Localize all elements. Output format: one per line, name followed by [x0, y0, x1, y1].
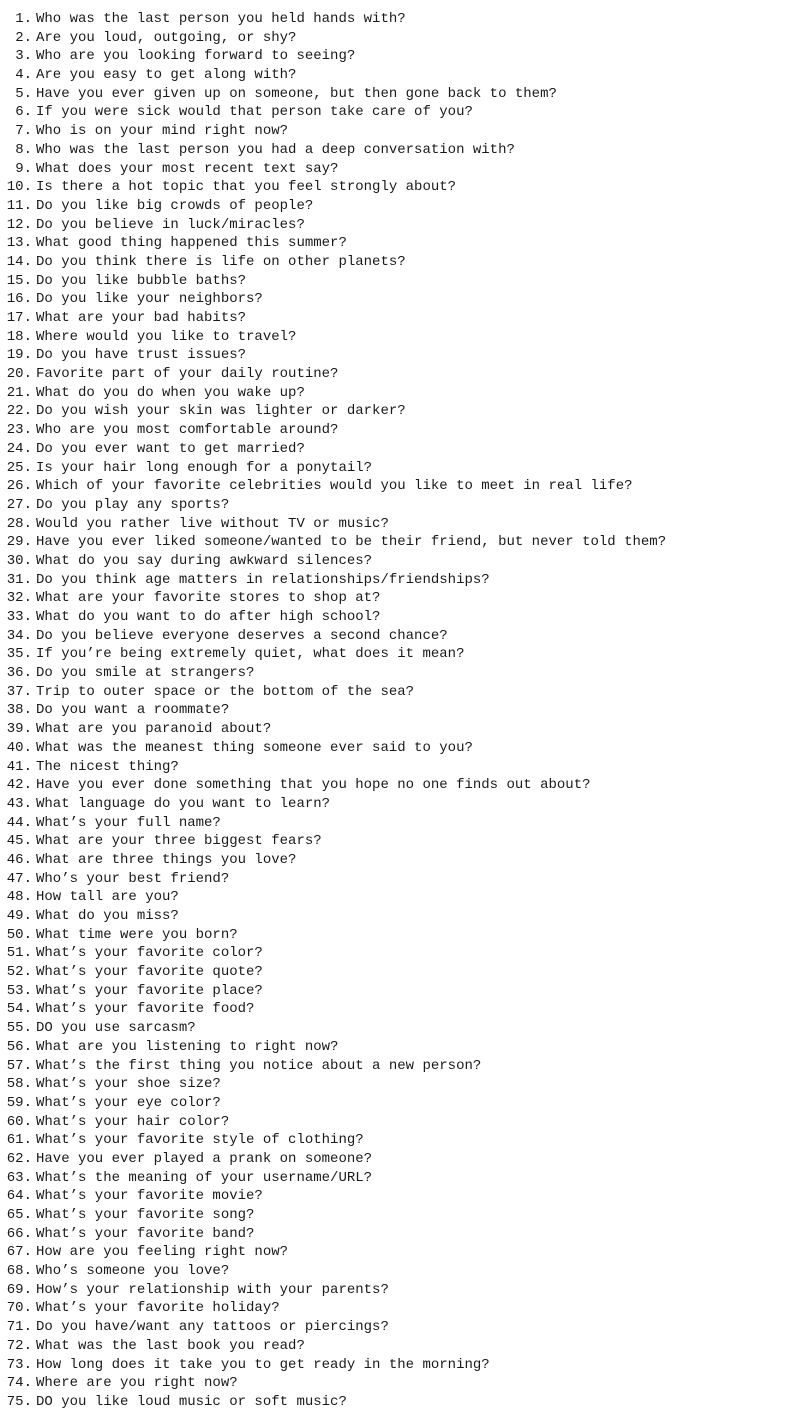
list-item: [0, 103, 788, 122]
question-number: 15.: [6, 272, 32, 289]
question-number: 54.: [6, 1001, 32, 1018]
question-text: What are your bad habits?: [36, 310, 247, 326]
question-text: Is there a hot topic that you feel strongly about?: [36, 179, 457, 196]
question-number: 24.: [6, 440, 32, 457]
list-item: [0, 234, 788, 253]
question-text: What’s your favorite movie?: [36, 1188, 263, 1205]
question-text: Do you like your neighbors?: [36, 291, 263, 308]
list-item: [0, 346, 788, 365]
question-number: 43.: [6, 795, 32, 812]
question-text: Do you play any sports?: [36, 496, 230, 513]
list-item: [0, 627, 788, 646]
question-number: 38.: [6, 702, 32, 719]
question-text: What are your favorite stores to shop at?: [36, 590, 381, 607]
question-number: 46.: [6, 851, 32, 868]
question-number: 72.: [6, 1337, 32, 1354]
question-text: How are you feeling right now?: [36, 1244, 289, 1261]
question-number: 70.: [6, 1300, 32, 1317]
question-text: Have you ever played a prank on someone?: [36, 1150, 373, 1167]
question-number: 65.: [6, 1207, 32, 1223]
question-text: What’s your hair color?: [36, 1113, 230, 1130]
list-item: [0, 589, 788, 608]
question-text: Are you loud, outgoing, or shy?: [36, 29, 297, 46]
question-number: 64.: [6, 1188, 32, 1205]
list-item: [0, 795, 788, 814]
question-text: What are three things you love?: [36, 851, 297, 868]
list-item: [0, 963, 788, 982]
question-number: 75.: [6, 1393, 32, 1410]
question-number: 1.: [15, 11, 32, 27]
question-number: 52.: [6, 964, 32, 981]
list-item: [0, 1187, 788, 1206]
list-item: [0, 496, 788, 515]
question-number: 51.: [6, 945, 32, 962]
question-number: 59.: [6, 1094, 32, 1111]
question-number: 48.: [6, 889, 32, 906]
question-number: 37.: [6, 683, 32, 700]
list-item: [0, 814, 788, 833]
question-text: Where would you like to travel?: [36, 328, 297, 345]
question-number: 61.: [6, 1132, 32, 1149]
list-item: [0, 926, 788, 945]
question-text: Do you like big crowds of people?: [36, 197, 314, 214]
list-item: [0, 1113, 788, 1132]
list-item: [0, 309, 788, 328]
question-number: 49.: [6, 908, 32, 924]
question-text: Who was the last person you held hands with?: [36, 11, 406, 27]
list-item: [0, 851, 788, 870]
question-number: 73.: [6, 1356, 32, 1373]
question-text: Have you ever liked someone/wanted to be their friend, but never told them?: [36, 534, 667, 551]
question-number: 71.: [6, 1319, 32, 1336]
list-item: [0, 1206, 788, 1225]
question-text: How long does it take you to get ready in the morning?: [36, 1356, 490, 1373]
list-item: [0, 533, 788, 552]
list-item: [0, 870, 788, 889]
question-text: What do you miss?: [36, 908, 179, 924]
list-item: [0, 1281, 788, 1300]
question-text: Do you like bubble baths?: [36, 272, 247, 289]
list-item: [0, 85, 788, 104]
list-item: [0, 1057, 788, 1076]
list-item: [0, 384, 788, 403]
question-text: What’s your favorite color?: [36, 945, 263, 962]
question-number: 45.: [6, 833, 32, 850]
question-number: 36.: [6, 665, 32, 682]
list-item: [0, 645, 788, 664]
question-text: What do you do when you wake up?: [36, 384, 305, 401]
question-number: 47.: [6, 870, 32, 887]
list-item: [0, 739, 788, 758]
question-text: How tall are you?: [36, 889, 179, 906]
question-text: Would you rather live without TV or music?: [36, 515, 389, 532]
question-number: 67.: [6, 1244, 32, 1261]
list-item: [0, 944, 788, 963]
list-item: [0, 1225, 788, 1244]
list-item: [0, 608, 788, 627]
question-text: Who is on your mind right now?: [36, 123, 289, 140]
list-item: [0, 1075, 788, 1094]
list-item: [0, 571, 788, 590]
question-text: Which of your favorite celebrities would you like to meet in real life?: [36, 478, 633, 495]
question-number: 26.: [6, 478, 32, 495]
list-item: [0, 10, 788, 29]
question-text: Do you have trust issues?: [36, 347, 247, 364]
question-number: 12.: [6, 216, 32, 233]
question-text: What’s your favorite quote?: [36, 964, 263, 981]
question-text: What’s your favorite holiday?: [36, 1300, 280, 1317]
question-number: 3.: [15, 48, 32, 65]
question-text: What do you want to do after high school?: [36, 609, 381, 625]
question-number: 33.: [6, 609, 32, 625]
question-text: Do you believe in luck/miracles?: [36, 216, 305, 233]
question-number: 44.: [6, 814, 32, 831]
list-item: [0, 552, 788, 571]
question-number: 8.: [15, 141, 32, 158]
question-text: The nicest thing?: [36, 758, 179, 775]
question-number: 25.: [6, 459, 32, 476]
question-text: DO you like loud music or soft music?: [36, 1393, 347, 1410]
list-item: [0, 1243, 788, 1262]
list-item: [0, 272, 788, 291]
list-item: [0, 907, 788, 926]
question-number: 40.: [6, 739, 32, 756]
list-item: [0, 328, 788, 347]
list-item: [0, 664, 788, 683]
question-number: 13.: [6, 235, 32, 252]
list-item: [0, 1038, 788, 1057]
question-text: What are your three biggest fears?: [36, 833, 322, 850]
list-item: [0, 1374, 788, 1393]
question-list: [0, 10, 788, 1412]
question-number: 41.: [6, 758, 32, 775]
list-item: [0, 459, 788, 478]
list-item: [0, 365, 788, 384]
question-number: 18.: [6, 328, 32, 345]
question-number: 56.: [6, 1038, 32, 1055]
list-item: [0, 1131, 788, 1150]
question-number: 29.: [6, 534, 32, 551]
question-text: Who are you most comfortable around?: [36, 422, 339, 439]
question-number: 6.: [15, 104, 32, 121]
list-item: [0, 160, 788, 179]
question-number: 28.: [6, 515, 32, 532]
question-text: What are you paranoid about?: [36, 721, 272, 738]
question-number: 63.: [6, 1169, 32, 1186]
list-item: [0, 290, 788, 309]
question-number: 42.: [6, 777, 32, 794]
list-item: [0, 720, 788, 739]
list-item: [0, 197, 788, 216]
list-item: [0, 66, 788, 85]
question-number: 14.: [6, 253, 32, 270]
question-number: 69.: [6, 1281, 32, 1298]
list-item: [0, 982, 788, 1001]
question-text: What time were you born?: [36, 926, 238, 943]
question-number: 35.: [6, 646, 32, 663]
question-text: What was the meanest thing someone ever said to you?: [36, 739, 473, 756]
list-item: [0, 1019, 788, 1038]
question-number: 57.: [6, 1057, 32, 1074]
question-number: 4.: [15, 67, 32, 84]
question-text: Do you ever want to get married?: [36, 440, 305, 457]
question-text: What’s your full name?: [36, 814, 221, 831]
question-number: 16.: [6, 291, 32, 308]
question-text: What was the last book you read?: [36, 1337, 305, 1354]
question-number: 30.: [6, 552, 32, 569]
question-text: What’s the meaning of your username/URL?: [36, 1169, 373, 1186]
question-number: 53.: [6, 982, 32, 999]
list-item: [0, 421, 788, 440]
list-item: [0, 1094, 788, 1113]
question-text: DO you use sarcasm?: [36, 1020, 196, 1037]
list-item: [0, 758, 788, 777]
list-item: [0, 477, 788, 496]
question-text: Are you easy to get along with?: [36, 67, 297, 84]
question-number: 27.: [6, 496, 32, 513]
question-text: Who’s your best friend?: [36, 870, 230, 887]
question-text: What’s your shoe size?: [36, 1076, 221, 1093]
question-number: 11.: [6, 197, 32, 214]
question-number: 23.: [6, 422, 32, 439]
question-number: 31.: [6, 571, 32, 588]
list-item: [0, 832, 788, 851]
question-text: What’s your favorite song?: [36, 1207, 255, 1223]
question-number: 60.: [6, 1113, 32, 1130]
list-item: [0, 1000, 788, 1019]
question-text: Do you think there is life on other planets?: [36, 253, 406, 270]
list-item: [0, 888, 788, 907]
list-item: [0, 701, 788, 720]
list-item: [0, 440, 788, 459]
list-item: [0, 1318, 788, 1337]
question-text: What good thing happened this summer?: [36, 235, 347, 252]
question-text: Do you believe everyone deserves a second chance?: [36, 627, 448, 644]
question-text: What do you say during awkward silences?: [36, 552, 373, 569]
question-text: If you’re being extremely quiet, what does it mean?: [36, 646, 465, 663]
question-text: How’s your relationship with your parents?: [36, 1281, 389, 1298]
question-number: 32.: [6, 590, 32, 607]
question-text: What’s your favorite style of clothing?: [36, 1132, 364, 1149]
question-text: What’s your eye color?: [36, 1094, 221, 1111]
question-number: 7.: [15, 123, 32, 140]
question-number: 17.: [6, 310, 32, 326]
question-text: Do you want a roommate?: [36, 702, 230, 719]
question-text: What’s your favorite food?: [36, 1001, 255, 1018]
list-item: [0, 122, 788, 141]
question-text: Is your hair long enough for a ponytail?: [36, 459, 373, 476]
question-number: 10.: [6, 179, 32, 196]
list-item: [0, 1262, 788, 1281]
question-number: 62.: [6, 1150, 32, 1167]
list-item: [0, 1356, 788, 1375]
list-item: [0, 29, 788, 48]
question-text: What’s your favorite band?: [36, 1225, 255, 1242]
question-number: 74.: [6, 1375, 32, 1392]
question-text: What does your most recent text say?: [36, 160, 339, 177]
question-number: 58.: [6, 1076, 32, 1093]
question-number: 20.: [6, 366, 32, 383]
question-text: Who are you looking forward to seeing?: [36, 48, 356, 65]
list-item: [0, 402, 788, 421]
question-number: 39.: [6, 721, 32, 738]
question-text: Do you smile at strangers?: [36, 665, 255, 682]
question-text: Have you ever done something that you hope no one finds out about?: [36, 777, 591, 794]
list-item: [0, 1169, 788, 1188]
list-item: [0, 141, 788, 160]
question-text: Do you wish your skin was lighter or darker?: [36, 403, 406, 420]
question-number: 50.: [6, 926, 32, 943]
question-text: Who’s someone you love?: [36, 1263, 230, 1280]
list-item: [0, 1337, 788, 1356]
question-number: 5.: [15, 85, 32, 102]
question-text: Where are you right now?: [36, 1375, 238, 1392]
question-text: What language do you want to learn?: [36, 795, 331, 812]
question-number: 34.: [6, 627, 32, 644]
list-item: [0, 515, 788, 534]
question-text: Do you think age matters in relationships/friendships?: [36, 571, 490, 588]
question-text: What are you listening to right now?: [36, 1038, 339, 1055]
question-text: What’s the first thing you notice about a new person?: [36, 1057, 482, 1074]
list-item: [0, 1299, 788, 1318]
question-number: 66.: [6, 1225, 32, 1242]
list-item: [0, 47, 788, 66]
question-number: 2.: [15, 29, 32, 46]
list-item: [0, 1150, 788, 1169]
list-item: [0, 216, 788, 235]
question-number: 9.: [15, 160, 32, 177]
question-text: Trip to outer space or the bottom of the sea?: [36, 683, 415, 700]
list-item: [0, 178, 788, 197]
question-text: Favorite part of your daily routine?: [36, 366, 339, 383]
question-number: 21.: [6, 384, 32, 401]
question-text: If you were sick would that person take care of you?: [36, 104, 473, 121]
question-number: 22.: [6, 403, 32, 420]
question-number: 55.: [6, 1020, 32, 1037]
list-item: [0, 776, 788, 795]
question-text: Have you ever given up on someone, but then gone back to them?: [36, 85, 557, 102]
question-number: 68.: [6, 1263, 32, 1280]
list-item: [0, 253, 788, 272]
question-text: Who was the last person you had a deep conversation with?: [36, 141, 515, 158]
question-text: Do you have/want any tattoos or piercings?: [36, 1319, 389, 1336]
question-text: What’s your favorite place?: [36, 982, 263, 999]
list-item: [0, 683, 788, 702]
question-number: 19.: [6, 347, 32, 364]
